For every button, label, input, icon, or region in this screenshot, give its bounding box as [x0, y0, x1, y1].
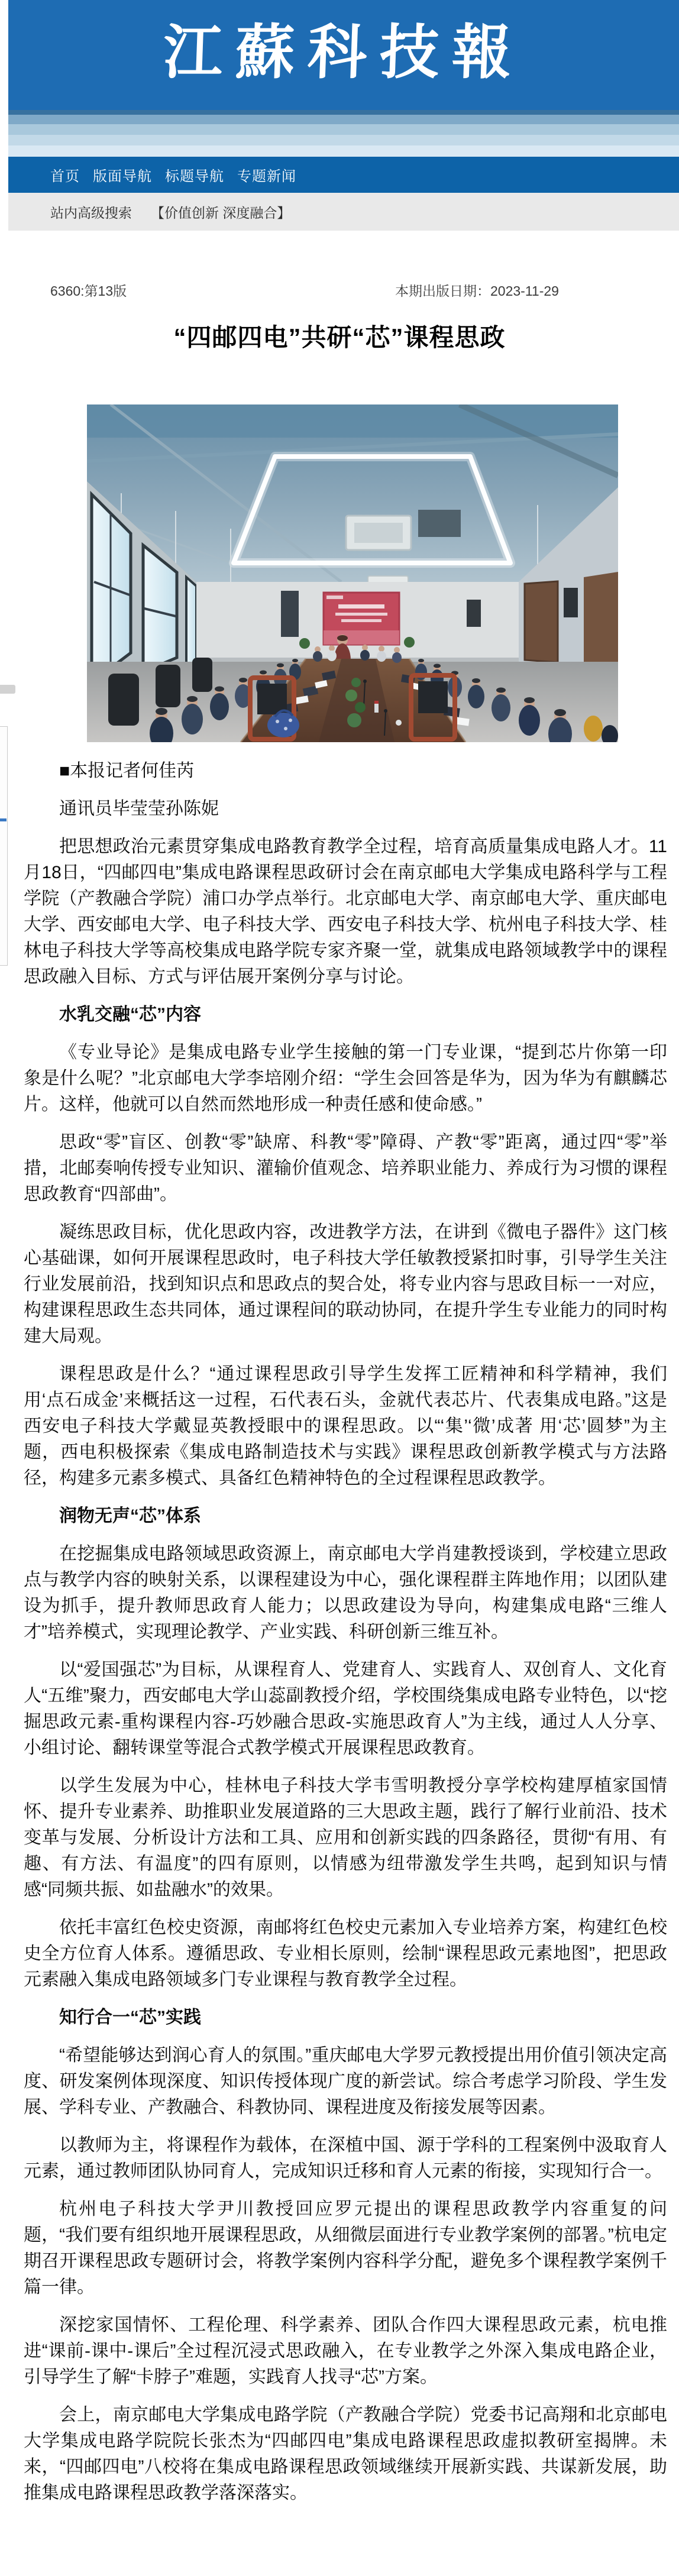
article-block: 深挖家国情怀、工程伦理、科学素养、团队合作四大课程思政元素，杭电推进“课前-课中-课后”全过程沉浸式思政融入，在专业教学之外深入集成电路企业，引导学生了解“卡脖子”难题，实践育人找寻“芯”方案。 — [24, 2315, 667, 2387]
article-block: 以“爱国强芯”为目标，从课程育人、党建育人、实践育人、双创育人、文化育人“五维”聚力，西安邮电大学山蕊副教授介绍，学校围绕集成电路专业特色，以“挖掘思政元素-重构课程内容-巧妙融合思政-实施思政育人”为主线，通过人人分享、小组讨论、翻转课堂等混合式教学模式开展课程思政教育。 — [24, 1660, 667, 1758]
article-block: 把思想政治元素贯穿集成电路教育教学全过程，培育高质量集成电路人才。11月18日，“四邮四电”集成电路课程思政研讨会在南京邮电大学集成电路科学与工程学院（产教融合学院）浦口办学点举行。北京邮电大学、南京邮电大学、重庆邮电大学、西安邮电大学、电子科技大学、西安电子科技大学、杭州电子科技大学、桂林电子科技大学等高校集成电路学院专家齐聚一堂，就集成电路领域教学中的课程思政融入目标、方式与评估展开案例分享与讨论。 — [24, 837, 667, 986]
newspaper-logo: 江蘇科技報 — [162, 17, 526, 87]
article-block: 通讯员毕莹莹孙陈妮 — [59, 799, 219, 818]
nav-item[interactable]: 标题导航 — [165, 169, 224, 185]
article-block: 凝练思政目标，优化思政内容，改进教学方法，在讲到《微电子器件》这门核心基础课，如何开展课程思政时，电子科技大学任敏教授紧扣时事，引导学生关注行业发展前沿，找到知识点和思政点的契合处，将专业内容与思政目标一一对应，构建课程思政生态共同体，通过课程间的联动协同，在提升学生专业能力的同时构建大局观。 — [24, 1222, 667, 1346]
advanced-search-link[interactable]: 站内高级搜索 — [50, 205, 132, 221]
nav-item[interactable]: 首页 — [50, 169, 80, 185]
masthead-gradient-band — [8, 110, 679, 157]
article-block: 在挖掘集成电路领域思政资源上，南京邮电大学肖建教授谈到，学校建立思政点与教学内容的映射关系，以课程建设为中心，强化课程群主阵地作用；以团队建设为抓手，提升教师思政育人能力；以思政建设为导向，构建集成电路“三维人才”培养模式，实现理论教学、产业实践、科研创新三维互补。 — [24, 1544, 667, 1642]
article-body — [24, 758, 667, 2518]
article-block: 依托丰富红色校史资源，南邮将红色校史元素加入专业培养方案，构建红色校史全方位育人体系。遵循思政、专业相长原则，绘制“课程思政元素地图”，把思政元素融入集成电路领域多门专业课程与教育教学全过程。 — [24, 1918, 667, 1989]
article-block: 知行合一“芯”实践 — [59, 2008, 201, 2027]
article-block: 思政“零”盲区、创教“零”缺席、科教“零”障碍、产教“零”距离，通过四“零”举措，北邮奏响传授专业知识、灌输价值观念、培养职业能力、养成行为习惯的课程思政教育“四部曲”。 — [24, 1132, 667, 1204]
floating-widget-panel[interactable] — [0, 726, 8, 966]
article-photo — [87, 404, 618, 742]
article-block: 以学生发展为中心，桂林电子科技大学韦雪明教授分享学校构建厚植家国情怀、提升专业素养、助推职业发展道路的三大思政主题，践行了解行业前沿、技术变革与发展、分析设计方法和工具、应用和创新实践的四条路径，贯彻“有用、有趣、有方法、有温度”的四有原则，以情感为纽带激发学生共鸣，起到知识与情感“同频共振、如盐融水”的效果。 — [24, 1776, 667, 1899]
site-slogan: 【价值创新 深度融合】 — [151, 205, 291, 221]
article-title: “四邮四电”共研“芯”课程思政 — [173, 323, 506, 351]
article-block: 水乳交融“芯”内容 — [59, 1005, 201, 1024]
banner-screen — [324, 593, 399, 645]
masthead — [8, 0, 679, 110]
article-block: 课程思政是什么？“通过课程思政引导学生发挥工匠精神和科学精神，我们用‘点石成金’来概括这一过程，石代表石头，金就代表芯片、代表集成电路。”这是西安电子科技大学戴显英教授眼中的课程思政。以“‘集’‘微’成著 用‘芯’圆梦”为主题，西电积极探索《集成电路制造技术与实践》课程思政创新教学模式与方法路径，构建多元素多模式、具备红色精神特色的全过程课程思政教学。 — [24, 1364, 667, 1488]
nav-item[interactable]: 版面导航 — [93, 169, 152, 185]
article-block: “希望能够达到润心育人的氛围。”重庆邮电大学罗元教授提出用价值引领决定高度、研发案例体现深度、知识传授体现广度的新尝试。综合考虑学习阶段、学生发展、学科专业、产教融合、科教协同、课程进度及衔接发展等因素。 — [24, 2046, 667, 2117]
main-nav — [8, 157, 679, 193]
article-block: 以教师为主，将课程作为载体，在深植中国、源于学科的工程案例中汲取育人元素，通过教师团队协同育人，完成知识迁移和育人元素的衔接，实现知行合一。 — [24, 2135, 667, 2181]
floating-widget-accent — [0, 818, 7, 821]
issue-meta — [0, 280, 679, 299]
article-block: 会上，南京邮电大学集成电路学院（产教融合学院）党委书记高翔和北京邮电大学集成电路学院院长张杰为“四邮四电”集成电路课程思政虚拟教研室揭牌。未来，“四邮四电”八校将在集成电路课程思政领域继续开展新实践、共谋新发展，助推集成电路课程思政教学落深落实。 — [24, 2405, 667, 2503]
floating-widget-tab[interactable] — [0, 685, 15, 694]
article-block: 《专业导论》是集成电路专业学生接触的第一门专业课，“提到芯片你第一印象是什么呢？”北京邮电大学李培刚介绍：“学生会回答是华为，因为华为有麒麟芯片。这样，他就可以自然而然地形成一种责任感和使命感。” — [24, 1043, 667, 1114]
subnav-bar — [8, 193, 679, 231]
nav-item[interactable]: 专题新闻 — [237, 169, 296, 185]
article-block: 润物无声“芯”体系 — [59, 1506, 201, 1526]
article-block: 杭州电子科技大学尹川教授回应罗元提出的课程思政教学内容重复的问题，“我们要有组织地开展课程思政，从细微层面进行专业教学案例的部署。”杭电定期召开课程思政专题研讨会，将教学案例内容科学分配，避免多个课程教学案例千篇一律。 — [24, 2199, 667, 2297]
edition-number[interactable]: 6360:第13版 — [50, 283, 127, 299]
article-block: ■本报记者何佳芮 — [59, 761, 195, 781]
publish-date: 本期出版日期：2023-11-29 — [395, 283, 559, 299]
